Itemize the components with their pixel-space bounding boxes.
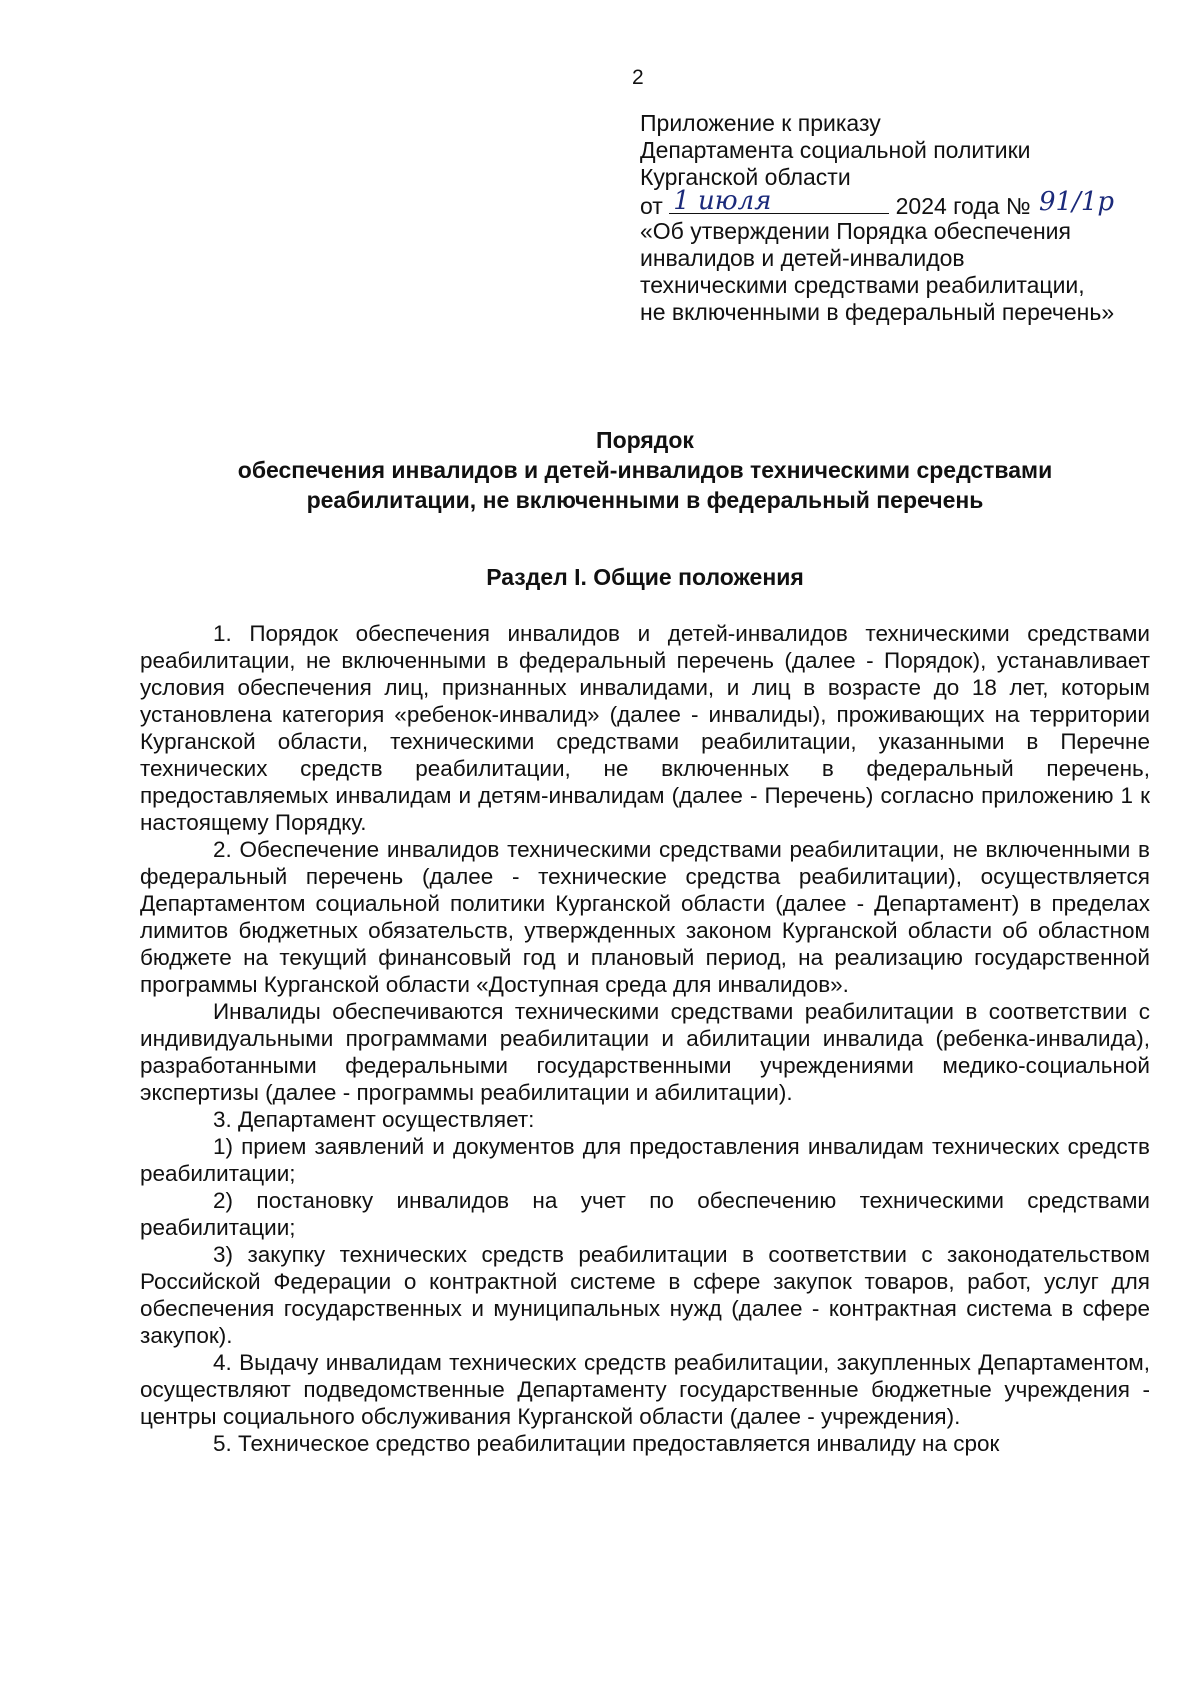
appendix-line-2: Департамента социальной политики [640,137,1031,163]
date-prefix: от [640,193,663,219]
appendix-subject-2: инвалидов и детей-инвалидов [640,245,965,271]
appendix-line-3: Курганской области [640,164,851,190]
paragraph: 3) закупку технических средств реабилитации в соответствии с законодательством Российской Федерации о контрактной системе в сфере закупок товаров, работ, услуг для обеспечения государственных и муниципальных нужд (далее - контрактная система в сфере закупок). [140,1242,1150,1348]
paragraph: 1) прием заявлений и документов для предоставления инвалидам технических средств реабилитации; [140,1134,1150,1186]
appendix-header [640,110,1160,326]
title-line-1: Порядок [596,427,694,453]
title-line-3: реабилитации, не включенными в федеральный перечень [306,487,984,513]
number-fill [1037,187,1115,217]
appendix-subject-1: «Об утверждении Порядка обеспечения [640,218,1071,244]
appendix-line-1: Приложение к приказу [640,110,881,136]
paragraph: Инвалиды обеспечиваются техническими средствами реабилитации в соответствии с индивидуальными программами реабилитации и абилитации инвалида (ребенка-инвалида), разработанными федеральными государственными учреждениями медико-социальной экспертизы (далее - программы реабилитации и абилитации). [140,999,1150,1105]
paragraph: 2) постановку инвалидов на учет по обеспечению техническими средствами реабилитации; [140,1188,1150,1240]
paragraph: 2. Обеспечение инвалидов техническими средствами реабилитации, не включенными в федеральный перечень (далее - технические средства реабилитации), осуществляется Департаментом социальной политики Курганской области (далее - Департамент) в пределах лимитов бюджетных обязательств, утвержденных законом Курганской области об областном бюджете на текущий финансовый год и плановый период, на реализацию государственной программы Курганской области «Доступная среда для инвалидов». [140,837,1150,997]
appendix-subject-3: техническими средствами реабилитации, [640,272,1085,298]
year-text: 2024 года № [895,193,1031,219]
handwritten-number: 91/1р [1039,187,1115,217]
paragraph: 3. Департамент осуществляет: [213,1107,535,1132]
page-number: 2 [632,66,644,89]
document-body [140,620,1150,1457]
paragraph: 1. Порядок обеспечения инвалидов и детей-инвалидов техническими средствами реабилитации, не включенными в федеральный перечень (далее - Порядок), устанавливает условия обеспечения лиц, признанных инвалидами, и лиц в возрасте до 18 лет, которым установлена категория «ребенок-инвалид» (далее - инвалиды), проживающих на территории Курганской области, техническими средствами реабилитации, указанными в Перечне технических средств реабилитации, не включенных в федеральный перечень, предоставляемых инвалидам и детям-инвалидам (далее - Перечень) согласно приложению 1 к настоящему Порядку. [140,621,1150,835]
appendix-date-line [640,186,1160,219]
paragraph: 4. Выдачу инвалидам технических средств реабилитации, закупленных Департаментом, осуществляют подведомственные Департаменту государственные бюджетные учреждения - центры социального обслуживания Курганской области (далее - учреждения). [140,1350,1150,1429]
appendix-subject-4: не включенными в федеральный перечень» [640,299,1115,325]
title-line-2: обеспечения инвалидов и детей-инвалидов техническими средствами [237,457,1053,483]
handwritten-date: 1 июля [673,186,772,216]
document-title [120,425,1170,515]
section-heading: Раздел I. Общие положения [486,564,804,590]
paragraph: 5. Техническое средство реабилитации предоставляется инвалиду на срок [213,1431,1000,1456]
date-fill-line [669,186,889,216]
